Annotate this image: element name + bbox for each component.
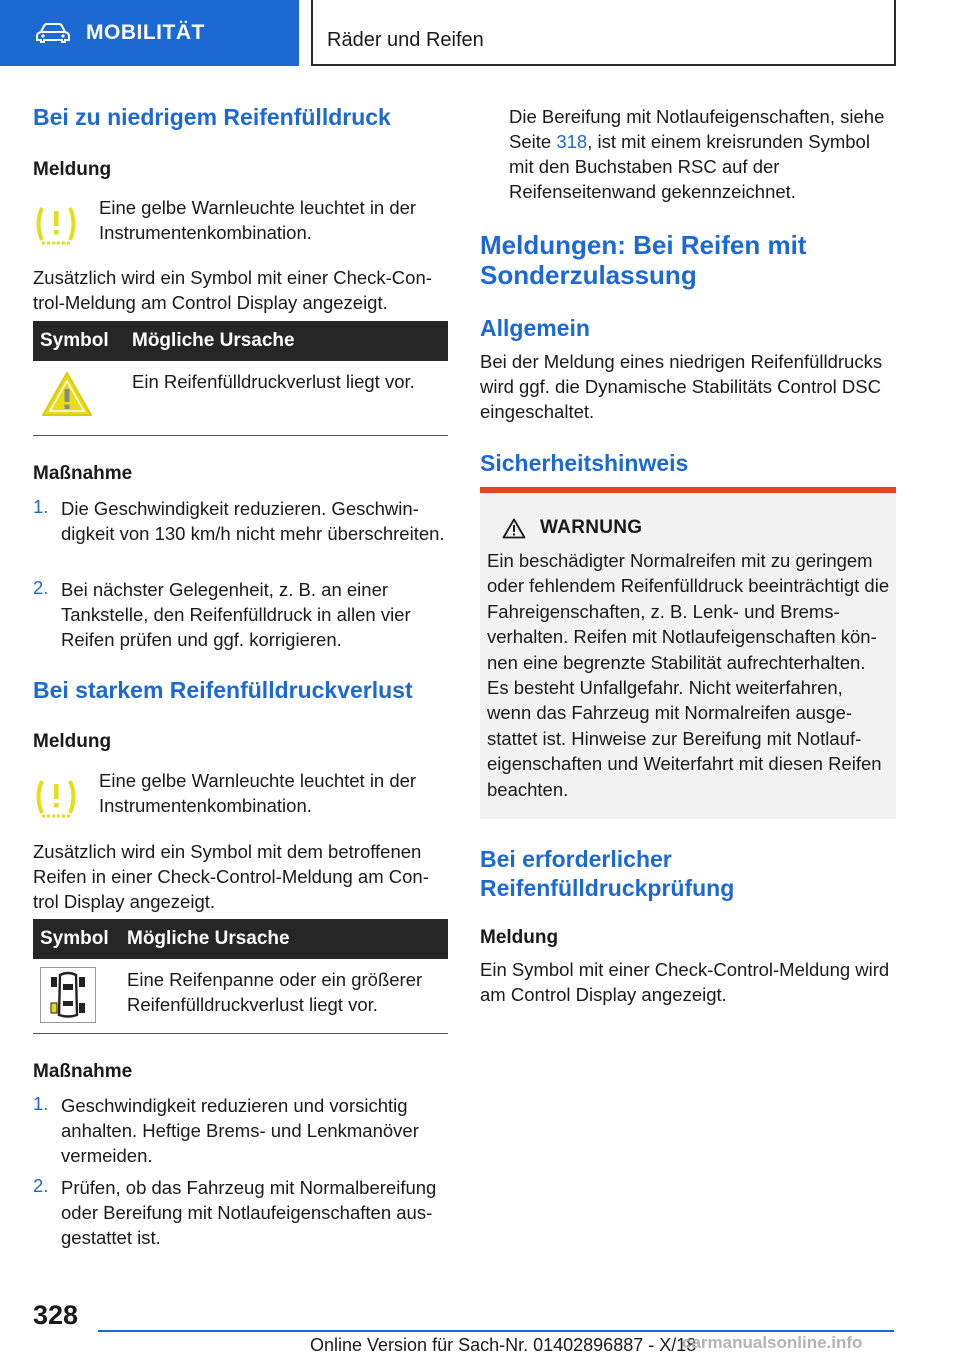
massnahme-label: Maßnahme xyxy=(33,463,133,484)
meldung-label: Meldung xyxy=(480,927,559,948)
section-tab xyxy=(0,0,299,66)
tpms-warning-icon xyxy=(34,202,78,246)
table-cause: Ein Reifenfülldruckverlust liegt vor. xyxy=(132,371,415,392)
tpms-warning-icon xyxy=(34,775,78,819)
step-number: 1. xyxy=(33,496,49,517)
massnahme-label: Maßnahme xyxy=(33,1061,133,1082)
meldung-text: Ein Symbol mit einer Check-Control-Meldung wird am Control Display angezeigt. xyxy=(480,959,890,1005)
warning-triangle-icon xyxy=(41,370,93,418)
col-symbol: Symbol xyxy=(40,330,109,351)
heading-low-pressure: Bei zu niedrigem Reifenfülldruck xyxy=(33,104,391,130)
step-number: 2. xyxy=(33,1175,49,1196)
table-header xyxy=(33,321,448,361)
divider xyxy=(33,435,448,436)
heading-strong-loss: Bei starkem Reifenfülldruckverlust xyxy=(33,677,413,703)
table-header xyxy=(33,919,448,959)
step-text: Bei nächster Gelegenheit, z. B. an einer Tankstelle, den Reifenfülldruck in allen vier Reifen prüfen und ggf. korrigieren. xyxy=(61,579,411,650)
warning-triangle-icon xyxy=(502,518,526,539)
footer-text: Online Version für Sach-Nr. 01402896887 - X/18 xyxy=(310,1335,697,1355)
footer-rule xyxy=(98,1330,894,1332)
page-link[interactable]: 318 xyxy=(556,131,588,152)
table-cause: Eine Reifenpanne oder ein größerer Reifenfülldruckverlust liegt vor. xyxy=(127,969,423,1015)
page-number: 328 xyxy=(33,1300,79,1330)
meldung-label: Meldung xyxy=(33,159,112,180)
step-text: Die Geschwindigkeit reduzieren. Geschwindigkeit von 130 km/h nicht mehr überschreiten. xyxy=(61,498,445,544)
divider xyxy=(33,1033,448,1034)
rsc-text-post: , ist mit einem kreisrunden Symbol mit den Buchstaben RSC auf der Reifenseitenwand gekennzeichnet. xyxy=(509,131,870,202)
warning-text: Ein beschädigter Normalreifen mit zu geringem oder fehlendem Reifenfülldruck beeinträchtigt die Fahreigenschaften, z. B. Lenk- und Bremsverhalten. Reifen mit Notlaufeigenschaften können eine begrenzte Stabilität aufrechterhalten. Es besteht Unfallgefahr. Nicht weiterfahren, wenn das Fahrzeug mit Normalreifen ausgestattet ist. Hinweise zur Bereifung mit Notlaufeigenschaften und Weiterfahrt mit diesen Reifen beachten. xyxy=(487,550,890,800)
allgemein-text: Bei der Meldung eines niedrigen Reifenfülldrucks wird ggf. die Dynamische Stabilitäts Control DSC eingeschaltet. xyxy=(480,351,883,422)
step-number: 1. xyxy=(33,1093,49,1114)
chapter-title-box xyxy=(311,0,896,66)
section-label: MOBILITÄT xyxy=(86,21,205,44)
heading-allgemein: Allgemein xyxy=(480,315,590,341)
col-symbol: Symbol xyxy=(40,928,109,949)
step-number: 2. xyxy=(33,577,49,598)
heading-pressure-check: Bei erforderlicher Reifenfülldruckprüfung xyxy=(480,846,735,901)
warning-box xyxy=(480,487,896,819)
heading-special-tires: Meldungen: Bei Reifen mit Sonderzulassung xyxy=(480,230,807,290)
col-cause: Mögliche Ursache xyxy=(132,330,295,351)
chapter-title: Räder und Reifen xyxy=(327,29,484,51)
col-cause: Mögliche Ursache xyxy=(127,928,290,949)
extra-text: Zusätzlich wird ein Symbol mit dem betroffenen Reifen in einer Check-Control-Meldung am Control Display angezeigt. xyxy=(33,841,429,912)
car-tire-puncture-icon xyxy=(40,967,96,1023)
heading-sicherheit: Sicherheitshinweis xyxy=(480,450,689,476)
warning-title xyxy=(502,517,642,539)
rsc-text-pre: Die Bereifung mit Notlaufeigenschaften, siehe Seite xyxy=(509,106,885,152)
warnlight-text: Eine gelbe Warnleuchte leuchtet in der Instrumentenkombination. xyxy=(99,197,417,243)
watermark: carmanualsonline.info xyxy=(682,1333,863,1352)
rsc-text xyxy=(509,104,896,204)
warning-label: WARNUNG xyxy=(540,517,643,538)
car-icon xyxy=(36,23,70,43)
extra-text: Zusätzlich wird ein Symbol mit einer Check-Control-Meldung am Control Display angezeigt. xyxy=(33,267,432,313)
step-text: Geschwindigkeit reduzieren und vorsichtig anhalten. Heftige Brems- und Lenkmanöver vermeiden. xyxy=(61,1095,419,1166)
step-text: Prüfen, ob das Fahrzeug mit Normalbereifung oder Bereifung mit Notlaufeigenschaften ausgestattet ist. xyxy=(61,1177,437,1248)
meldung-label: Meldung xyxy=(33,731,112,752)
warnlight-text: Eine gelbe Warnleuchte leuchtet in der Instrumentenkombination. xyxy=(99,770,417,816)
